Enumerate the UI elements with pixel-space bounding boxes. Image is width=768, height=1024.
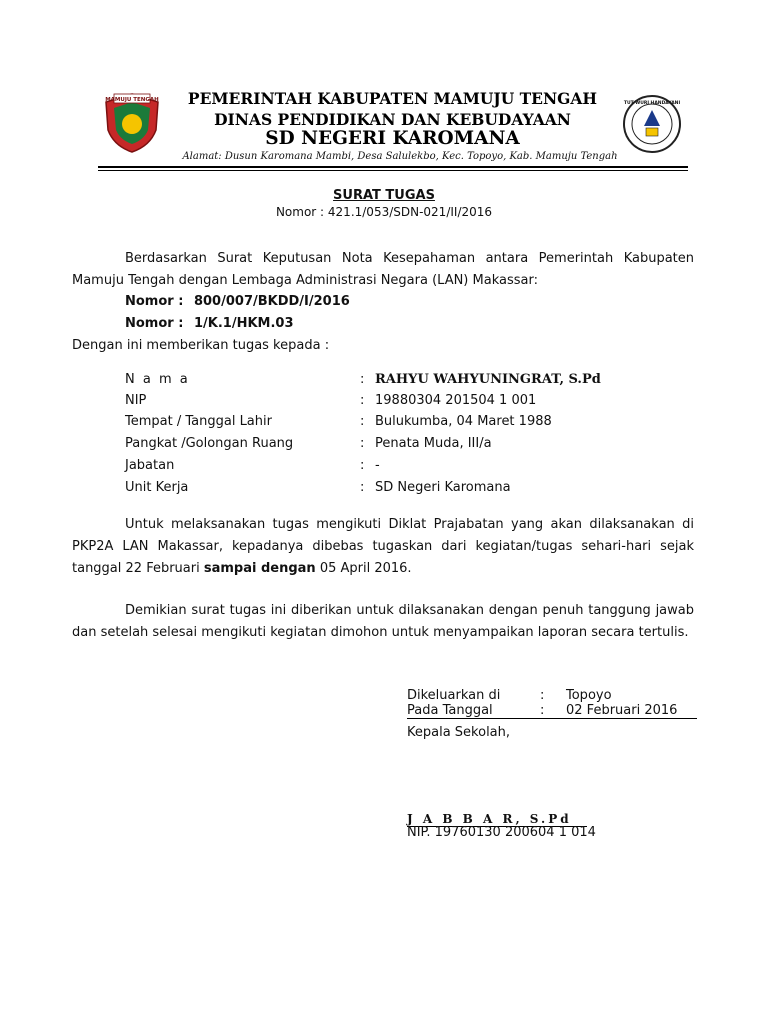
body-paragraph-1-end: 05 April 2016. (315, 561, 412, 576)
signer-position: Kepala Sekolah, (407, 725, 511, 740)
field-value-birth: Bulukumba, 04 Maret 1988 (375, 414, 552, 429)
letterhead-government: PEMERINTAH KABUPATEN MAMUJU TENGAH (187, 89, 598, 108)
field-value-rank: Penata Muda, III/a (375, 436, 492, 451)
field-value-name: RAHYU WAHYUNINGRAT, S.Pd (375, 372, 601, 387)
reference-2-value: 1/K.1/HKM.03 (193, 316, 294, 331)
signature-divider (407, 718, 697, 719)
field-colon: : (360, 372, 365, 387)
letterhead-address: Alamat: Dusun Karomana Mambi, Desa Salulekbo, Kec. Topoyo, Kab. Mamuju Tengah (182, 151, 618, 162)
field-label-unit: Unit Kerja (125, 480, 189, 495)
letterhead-department: DINAS PENDIDIKAN DAN KEBUDAYAAN (214, 110, 571, 129)
field-colon: : (360, 480, 365, 495)
reference-1-label: Nomor : (125, 294, 184, 309)
tut-wuri-logo-text: TUT WURI HANDAYANI (623, 101, 681, 106)
issued-date-value: 02 Februari 2016 (566, 703, 678, 718)
letterhead-rule-thin (98, 170, 688, 171)
reference-1-value: 800/007/BKDD/I/2016 (193, 294, 350, 309)
assignment-intro: Dengan ini memberikan tugas kepada : (72, 338, 330, 353)
field-value-position: - (375, 458, 380, 473)
body-paragraph-2: Demikian surat tugas ini diberikan untuk dilaksanakan dengan penuh tanggung jawab dan setelah selesai mengikuti kegiatan dimohon untuk menyampaikan laporan secara tertulis. (72, 603, 694, 640)
reference-2 (125, 313, 294, 335)
signer-name: J A B B A R, S.Pd (407, 812, 587, 827)
signer-nip: NIP. 19760130 200604 1 014 (407, 825, 596, 840)
field-label-position: Jabatan (125, 458, 175, 473)
issued-date-colon: : (540, 703, 545, 718)
field-colon: : (360, 414, 365, 429)
field-colon: : (360, 393, 365, 408)
document-number: Nomor : 421.1/053/SDN-021/II/2016 (275, 205, 493, 219)
body-paragraph-1-emphasis: sampai dengan (203, 561, 316, 576)
field-colon: : (360, 436, 365, 451)
regency-logo-text: MAMUJU TENGAH (105, 97, 159, 103)
field-label-birth: Tempat / Tanggal Lahir (125, 414, 272, 429)
letterhead-school: SD NEGERI KAROMANA (265, 128, 520, 149)
reference-2-label: Nomor : (125, 316, 184, 331)
field-label-rank: Pangkat /Golongan Ruang (125, 436, 294, 451)
field-label-nip: NIP (125, 393, 147, 408)
field-value-unit: SD Negeri Karomana (375, 480, 511, 495)
body-paragraph-1 (72, 514, 694, 580)
issued-place-value: Topoyo (566, 688, 612, 703)
intro-paragraph: Berdasarkan Surat Keputusan Nota Kesepahaman antara Pemerintah Kabupaten Mamuju Tengah dengan Lembaga Administrasi Negara (LAN) Makassar: (72, 251, 694, 288)
issued-place-colon: : (540, 688, 545, 703)
issued-date-label: Pada Tanggal (407, 703, 493, 718)
issued-place-label: Dikeluarkan di (407, 688, 501, 703)
field-colon: : (360, 458, 365, 473)
document-title: SURAT TUGAS (333, 188, 435, 203)
reference-1 (125, 291, 350, 313)
field-value-nip: 19880304 201504 1 001 (375, 393, 537, 408)
letterhead-rule-thick (98, 166, 688, 168)
body-paragraph-1-text: Untuk melaksanakan tugas mengikuti Diklat Prajabatan yang akan dilaksanakan di PKP2A LAN Makassar, kepadanya dibebas tugaskan dari kegiatan/tugas sehari-hari sejak tanggal 22 Februari (72, 517, 694, 576)
field-label-name: N a m a (125, 372, 190, 387)
